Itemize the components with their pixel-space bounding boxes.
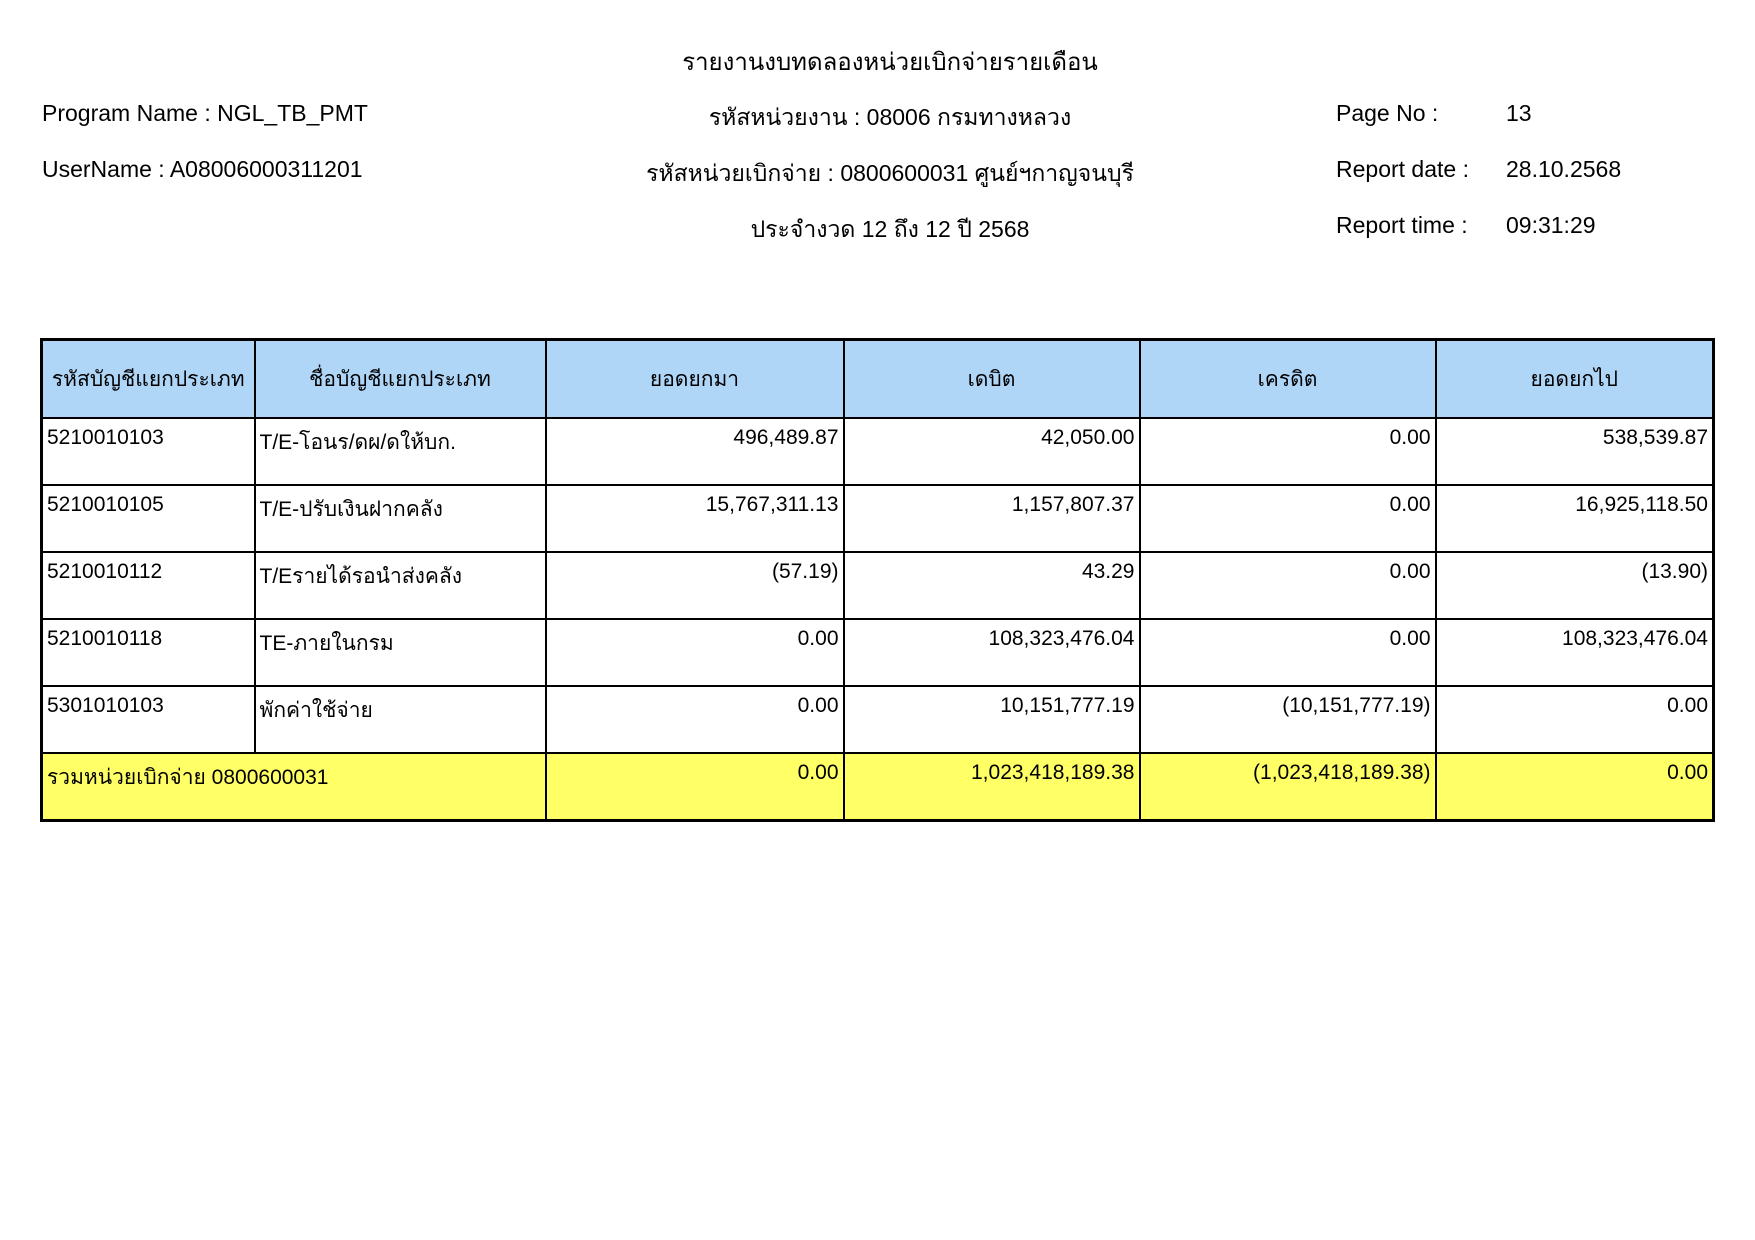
trial-balance-table (40, 338, 1715, 822)
balance-carried-forward-cell: 0.00 (1436, 686, 1714, 753)
account-name-cell: พักค่าใช้จ่าย (255, 686, 546, 753)
account-code-cell: 5210010105 (42, 485, 255, 552)
account-code-cell: 5301010103 (42, 686, 255, 753)
total-credit-cell: (1,023,418,189.38) (1140, 753, 1436, 821)
report-time-label: Report time : (1336, 212, 1468, 238)
account-code-cell: 5210010103 (42, 418, 255, 485)
balance-brought-forward-cell: 496,489.87 (546, 418, 844, 485)
credit-header: เครดิต (1140, 340, 1436, 419)
balance-brought-forward-cell: (57.19) (546, 552, 844, 619)
credit-cell: 0.00 (1140, 552, 1436, 619)
table-row (42, 686, 1714, 753)
balance-carried-forward-cell: 538,539.87 (1436, 418, 1714, 485)
report-date-label: Report date : (1336, 156, 1469, 182)
account-name-cell: T/E-ปรับเงินฝากคลัง (255, 485, 546, 552)
balance-carried-forward-cell: 16,925,118.50 (1436, 485, 1714, 552)
account-name-header: ชื่อบัญชีแยกประเภท (255, 340, 546, 419)
account-code-header: รหัสบัญชีแยกประเภท (42, 340, 255, 419)
table-header-row (42, 340, 1714, 419)
total-row (42, 753, 1714, 821)
program-name-text: Program Name : NGL_TB_PMT (42, 100, 368, 126)
period-text: ประจำงวด 12 ถึง 12 ปี 2568 (750, 216, 1030, 242)
debit-header: เดบิต (844, 340, 1140, 419)
credit-cell: 0.00 (1140, 485, 1436, 552)
credit-cell: 0.00 (1140, 418, 1436, 485)
agency-code-text: รหัสหน่วยงาน : 08006 กรมทางหลวง (708, 104, 1072, 130)
balance-carried-forward-header: ยอดยกไป (1436, 340, 1714, 419)
balance-brought-forward-header: ยอดยกมา (546, 340, 844, 419)
balance-carried-forward-cell: 108,323,476.04 (1436, 619, 1714, 686)
table-row (42, 619, 1714, 686)
account-name-cell: T/E-โอนร/ดผ/ดให้บก. (255, 418, 546, 485)
credit-cell: 0.00 (1140, 619, 1436, 686)
account-code-cell: 5210010112 (42, 552, 255, 619)
balance-brought-forward-cell: 0.00 (546, 619, 844, 686)
balance-brought-forward-cell: 15,767,311.13 (546, 485, 844, 552)
total-balance-brought-forward-cell: 0.00 (546, 753, 844, 821)
table-row (42, 418, 1714, 485)
account-name-cell: T/Eรายได้รอนำส่งคลัง (255, 552, 546, 619)
table-row (42, 485, 1714, 552)
total-balance-carried-forward-cell: 0.00 (1436, 753, 1714, 821)
balance-brought-forward-cell: 0.00 (546, 686, 844, 753)
page-no-label: Page No : (1336, 100, 1439, 126)
page-no-value: 13 (1506, 100, 1532, 126)
table-row (42, 552, 1714, 619)
debit-cell: 108,323,476.04 (844, 619, 1140, 686)
account-name-cell: TE-ภายในกรม (255, 619, 546, 686)
balance-carried-forward-cell: (13.90) (1436, 552, 1714, 619)
disbursement-unit-code-text: รหัสหน่วยเบิกจ่าย : 0800600031 ศูนย์ฯกาญจนบุรี (646, 160, 1134, 186)
debit-cell: 10,151,777.19 (844, 686, 1140, 753)
report-date-value: 28.10.2568 (1506, 156, 1622, 182)
total-label-cell: รวมหน่วยเบิกจ่าย 0800600031 (42, 753, 546, 821)
credit-cell: (10,151,777.19) (1140, 686, 1436, 753)
report-time-value: 09:31:29 (1506, 212, 1596, 238)
user-name-text: UserName : A08006000311201 (42, 156, 363, 182)
account-code-cell: 5210010118 (42, 619, 255, 686)
debit-cell: 42,050.00 (844, 418, 1140, 485)
total-debit-cell: 1,023,418,189.38 (844, 753, 1140, 821)
page-title: รายงานงบทดลองหน่วยเบิกจ่ายรายเดือน (682, 49, 1098, 76)
debit-cell: 43.29 (844, 552, 1140, 619)
debit-cell: 1,157,807.37 (844, 485, 1140, 552)
